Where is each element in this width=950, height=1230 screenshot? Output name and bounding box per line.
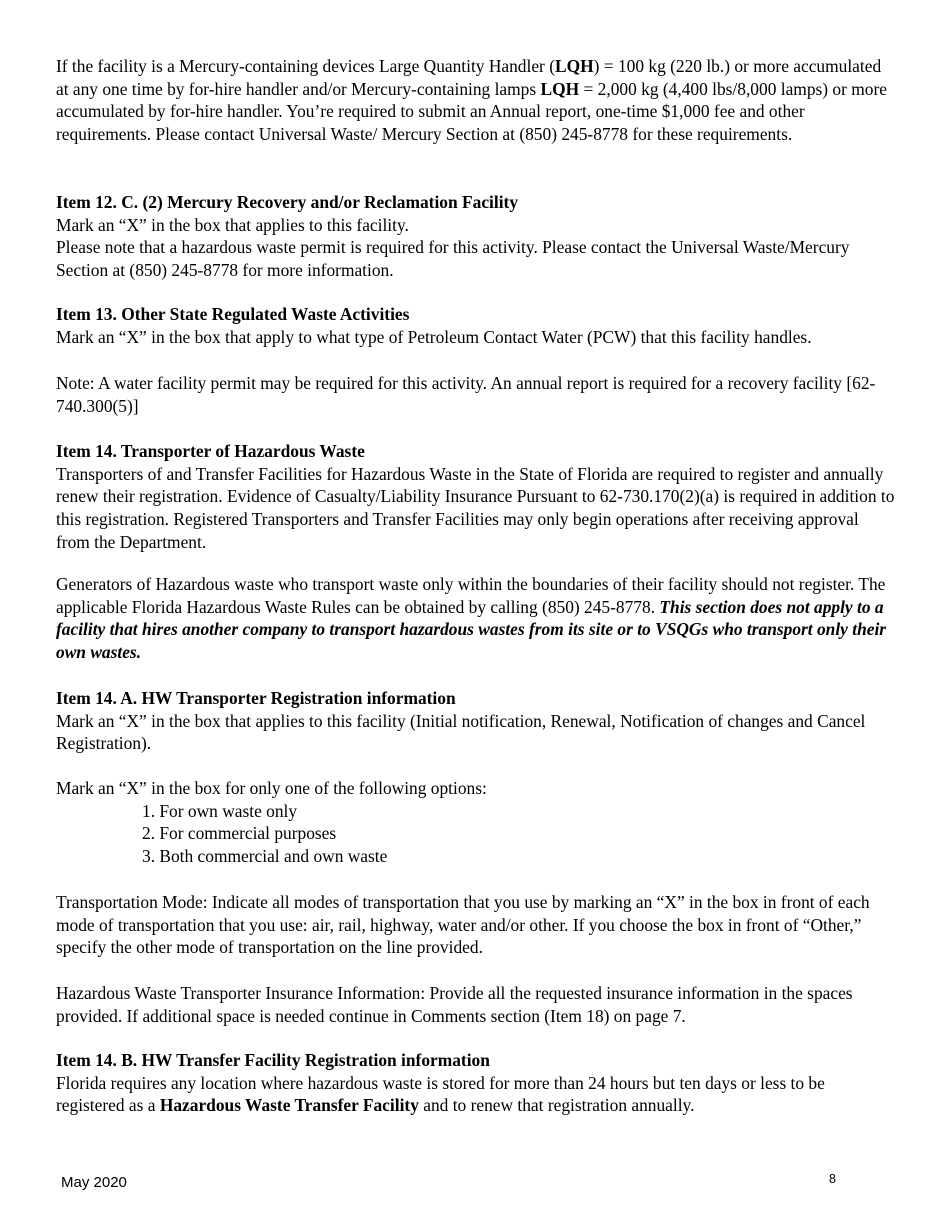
list-item: 1. For own waste only [142,800,298,821]
footer-date: May 2020 [61,1174,127,1191]
item-12c2-heading: Item 12. C. (2) Mercury Recovery and/or Reclamation Facility [56,192,519,212]
item-12c2-section [56,191,896,282]
item-14a-heading: Item 14. A. HW Transporter Registration information [56,688,456,708]
item-14b-heading: Item 14. B. HW Transfer Facility Registration information [56,1050,490,1070]
item-14-heading: Item 14. Transporter of Hazardous Waste [56,441,365,461]
item-14a-section [56,687,896,755]
item-14a-options [56,777,896,868]
item-13-note: Note: A water facility permit may be required for this activity. An annual report is required for a recovery facility [62-740.300(5)] [56,373,876,416]
item-14-para1: Transporters of and Transfer Facilities for Hazardous Waste in the State of Florida are required to register and annually renew their registration. Evidence of Casualty/Liability Insurance Pursuant to 62-730.170(2)(a) is required in addition to this registration. Registered Transporters and Transfer Facilities may only begin operations after receiving approval from the Department. [56,463,895,552]
list-item: 3. Both commercial and own waste [142,846,388,867]
lqh-paragraph: If the facility is a Mercury-containing devices Large Quantity Handler (LQH) = 100 kg (220 lb.) or more accumulated at any one time by for-hire handler and/or Mercury-containing lamps LQH = 2,000 kg (4,400 lbs/8,000 lamps) or more accumulated by for-hire handler. You’re required to submit an Annual report, one-time $1,000 fee and other requirements. Please contact Universal Waste/ Mercury Section at (850) 245-8778 for these requirements. [56,56,887,145]
item-13-line1: Mark an “X” in the box that apply to what type of Petroleum Contact Water (PCW) that this facility handles. [56,326,812,347]
item-14-section [56,440,896,554]
item-14b-text: Florida requires any location where hazardous waste is stored for more than 24 hours but ten days or less to be registered as a Hazardous Waste Transfer Facility and to renew that registration annually. [56,1072,825,1116]
insurance-paragraph: Hazardous Waste Transporter Insurance Information: Provide all the requested insurance information in the spaces provided. If additional space is needed continue in Comments section (Item 18) on page 7. [56,983,853,1026]
options-list [56,800,896,868]
item-14-para2: Generators of Hazardous waste who transport waste only within the boundaries of their facility should not register. The applicable Florida Hazardous Waste Rules can be obtained by calling (850) 245-8778. This section does not apply to a facility that hires another company to transport hazardous wastes from its site or to VSQGs who transport only their own wastes. [56,574,887,663]
list-item: 2. For commercial purposes [142,823,337,844]
page-number: 8 [829,1172,836,1186]
item-13-section [56,303,896,348]
item-12c2-line1: Mark an “X” in the box that applies to this facility. [56,214,409,235]
item-12c2-line2: Please note that a hazardous waste permit is required for this activity. Please contact the Universal Waste/Mercury Section at (850) 245-8778 for more information. [56,237,850,281]
options-intro: Mark an “X” in the box for only one of the following options: [56,778,487,798]
item-14a-line1: Mark an “X” in the box that applies to this facility (Initial notification, Renewal, Notification of changes and Cancel Registration). [56,710,866,754]
item-13-heading: Item 13. Other State Regulated Waste Activities [56,304,410,324]
item-14b-section [56,1049,896,1117]
transport-mode-paragraph: Transportation Mode: Indicate all modes of transportation that you use by marking an “X” in the box in front of each mode of transportation that you use: air, rail, highway, water and/or other. If you choose the box in front of “Other,” specify the other mode of transportation on the line provided. [56,892,870,958]
